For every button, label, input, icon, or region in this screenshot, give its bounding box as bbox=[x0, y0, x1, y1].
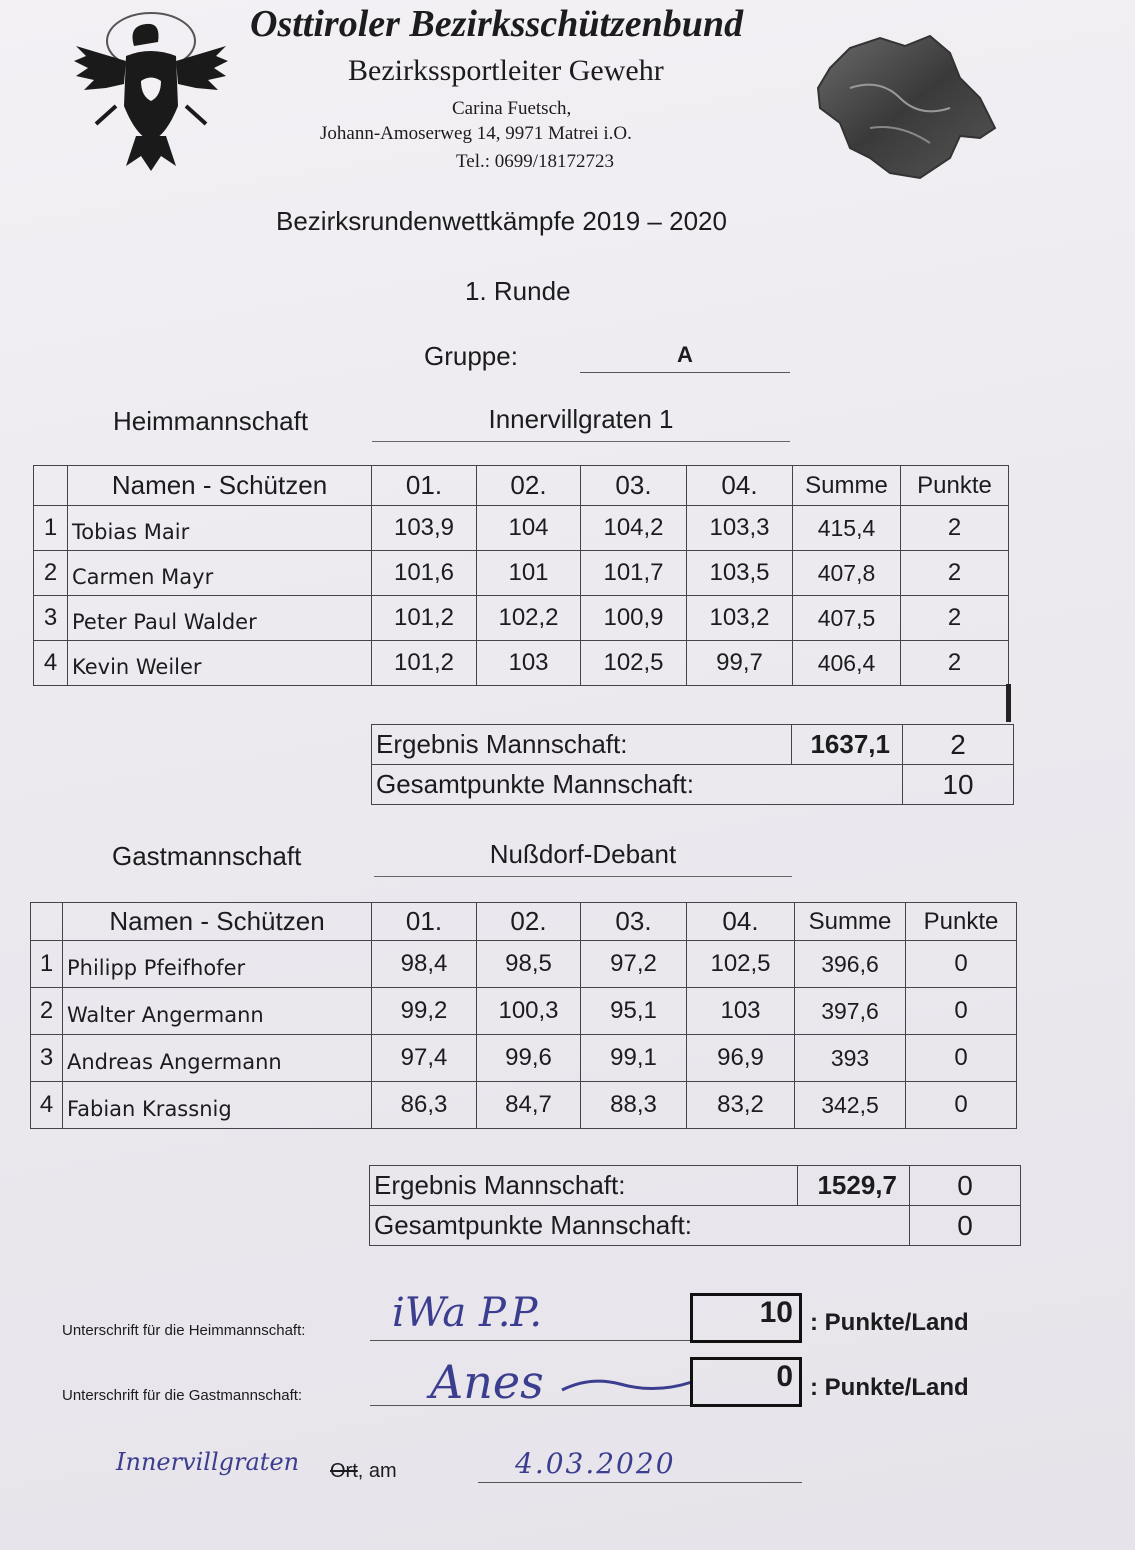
round-4-score: 96,9 bbox=[687, 1035, 795, 1082]
header-round-4: 04. bbox=[687, 466, 793, 506]
department-subtitle: Bezirkssportleiter Gewehr bbox=[348, 54, 664, 87]
guest-result-total: 1529,7 bbox=[798, 1166, 910, 1206]
shooter-name: Carmen Mayr bbox=[68, 551, 372, 596]
sum-score: 396,6 bbox=[795, 941, 906, 988]
sum-score: 415,4 bbox=[793, 506, 901, 551]
round-3-score: 100,9 bbox=[581, 596, 687, 641]
round-4-score: 103 bbox=[687, 988, 795, 1035]
row-number: 2 bbox=[34, 551, 68, 596]
home-points-box: 10 bbox=[690, 1293, 802, 1343]
shooter-name: Peter Paul Walder bbox=[68, 596, 372, 641]
table-row bbox=[31, 1082, 1017, 1129]
round-4-score: 103,3 bbox=[687, 506, 793, 551]
home-header-row bbox=[34, 466, 1009, 506]
header-names: Namen - Schützen bbox=[63, 903, 372, 941]
round-4-score: 103,5 bbox=[687, 551, 793, 596]
round-4-score: 103,2 bbox=[687, 596, 793, 641]
header-points: Punkte bbox=[906, 903, 1017, 941]
round-2-score: 102,2 bbox=[477, 596, 581, 641]
sum-score: 393 bbox=[795, 1035, 906, 1082]
row-number: 4 bbox=[31, 1082, 63, 1129]
round-3-score: 101,7 bbox=[581, 551, 687, 596]
round-2-score: 104 bbox=[477, 506, 581, 551]
round-2-score: 101 bbox=[477, 551, 581, 596]
header-round-1: 01. bbox=[372, 903, 477, 941]
guest-signature: Anes bbox=[430, 1355, 544, 1409]
table-row bbox=[31, 1035, 1017, 1082]
home-result-table bbox=[371, 724, 1014, 805]
home-signature-label: Unterschrift für die Heimmannschaft: bbox=[62, 1322, 306, 1339]
guest-result-points: 0 bbox=[910, 1166, 1021, 1206]
place-handwritten: Innervillgraten bbox=[116, 1448, 300, 1476]
sum-score: 397,6 bbox=[795, 988, 906, 1035]
group-label: Gruppe: bbox=[424, 341, 518, 371]
points-value: 2 bbox=[901, 641, 1009, 686]
row-number: 2 bbox=[31, 988, 63, 1035]
shooter-name: Philipp Pfeifhofer bbox=[63, 941, 372, 988]
guest-points-box: 0 bbox=[690, 1357, 802, 1407]
points-value: 0 bbox=[906, 941, 1017, 988]
points-value: 0 bbox=[906, 1082, 1017, 1129]
home-team-name: Innervillgraten 1 bbox=[372, 404, 790, 442]
points-value: 2 bbox=[901, 596, 1009, 641]
round-2-score: 84,7 bbox=[477, 1082, 581, 1129]
guest-team-name: Nußdorf-Debant bbox=[374, 839, 792, 877]
signature-date: 4.03.2020 bbox=[515, 1447, 676, 1480]
sum-score: 407,5 bbox=[793, 596, 901, 641]
row-number: 4 bbox=[34, 641, 68, 686]
table-row bbox=[31, 941, 1017, 988]
sum-score: 406,4 bbox=[793, 641, 901, 686]
guest-result-table bbox=[369, 1165, 1021, 1246]
round-3-score: 97,2 bbox=[581, 941, 687, 988]
row-number: 1 bbox=[31, 941, 63, 988]
contact-name: Carina Fuetsch, bbox=[452, 98, 572, 119]
round-2-score: 98,5 bbox=[477, 941, 581, 988]
header-round-2: 02. bbox=[477, 466, 581, 506]
place-label-rest: , am bbox=[357, 1460, 397, 1482]
header-round-3: 03. bbox=[581, 903, 687, 941]
home-points-label: : Punkte/Land bbox=[810, 1309, 969, 1336]
table-row bbox=[31, 988, 1017, 1035]
home-signature: iWa P.P. bbox=[392, 1290, 543, 1336]
shooter-name: Kevin Weiler bbox=[68, 641, 372, 686]
round-title: 1. Runde bbox=[465, 276, 571, 306]
tyrolean-eagle-logo bbox=[66, 6, 236, 174]
round-1-score: 101,6 bbox=[372, 551, 477, 596]
round-2-score: 103 bbox=[477, 641, 581, 686]
shooter-name: Andreas Angermann bbox=[63, 1035, 372, 1082]
sum-score: 407,8 bbox=[793, 551, 901, 596]
east-tyrol-map-image bbox=[810, 28, 1000, 188]
home-result-label: Ergebnis Mannschaft: bbox=[372, 725, 792, 765]
round-4-score: 83,2 bbox=[687, 1082, 795, 1129]
table-row bbox=[34, 641, 1009, 686]
shooter-name: Fabian Krassnig bbox=[63, 1082, 372, 1129]
row-number: 3 bbox=[31, 1035, 63, 1082]
points-value: 2 bbox=[901, 506, 1009, 551]
round-3-score: 88,3 bbox=[581, 1082, 687, 1129]
round-4-score: 99,7 bbox=[687, 641, 793, 686]
header-round-3: 03. bbox=[581, 466, 687, 506]
round-2-score: 99,6 bbox=[477, 1035, 581, 1082]
home-result-points: 2 bbox=[903, 725, 1014, 765]
guest-points-label: : Punkte/Land bbox=[810, 1374, 969, 1401]
home-team-label: Heimmannschaft bbox=[113, 406, 309, 436]
place-date-label bbox=[330, 1460, 397, 1483]
points-value: 2 bbox=[901, 551, 1009, 596]
competition-title: Bezirksrundenwettkämpfe 2019 – 2020 bbox=[276, 206, 727, 236]
guest-total-points-label: Gesamtpunkte Mannschaft: bbox=[370, 1206, 910, 1246]
group-value: A bbox=[580, 342, 790, 373]
points-value: 0 bbox=[906, 988, 1017, 1035]
contact-phone: Tel.: 0699/18172723 bbox=[456, 151, 615, 172]
row-number: 1 bbox=[34, 506, 68, 551]
round-3-score: 102,5 bbox=[581, 641, 687, 686]
round-1-score: 86,3 bbox=[372, 1082, 477, 1129]
header-round-4: 04. bbox=[687, 903, 795, 941]
round-1-score: 99,2 bbox=[372, 988, 477, 1035]
table-row bbox=[34, 596, 1009, 641]
guest-total-points: 0 bbox=[910, 1206, 1021, 1246]
guest-header-row bbox=[31, 903, 1017, 941]
round-1-score: 98,4 bbox=[372, 941, 477, 988]
header-sum: Summe bbox=[795, 903, 906, 941]
table-edge-mark bbox=[1006, 684, 1011, 722]
header-no-cell bbox=[34, 466, 68, 506]
table-row bbox=[34, 506, 1009, 551]
home-total-points: 10 bbox=[903, 765, 1014, 805]
round-1-score: 101,2 bbox=[372, 596, 477, 641]
organisation-title: Osttiroler Bezirksschützenbund bbox=[250, 3, 744, 45]
date-line bbox=[478, 1482, 802, 1483]
round-3-score: 95,1 bbox=[581, 988, 687, 1035]
guest-signature-label: Unterschrift für die Gastmannschaft: bbox=[62, 1387, 303, 1404]
shooter-name: Tobias Mair bbox=[68, 506, 372, 551]
round-1-score: 103,9 bbox=[372, 506, 477, 551]
sum-score: 342,5 bbox=[795, 1082, 906, 1129]
guest-signature-stroke bbox=[560, 1370, 695, 1400]
guest-scores-table bbox=[30, 902, 1017, 1129]
home-scores-table bbox=[33, 465, 1009, 686]
round-4-score: 102,5 bbox=[687, 941, 795, 988]
home-total-points-label: Gesamtpunkte Mannschaft: bbox=[372, 765, 903, 805]
place-label-struck: Ort bbox=[330, 1460, 358, 1482]
header-sum: Summe bbox=[793, 466, 901, 506]
points-value: 0 bbox=[906, 1035, 1017, 1082]
round-1-score: 101,2 bbox=[372, 641, 477, 686]
guest-team-label: Gastmannschaft bbox=[112, 841, 302, 871]
table-row bbox=[34, 551, 1009, 596]
round-2-score: 100,3 bbox=[477, 988, 581, 1035]
row-number: 3 bbox=[34, 596, 68, 641]
home-result-total: 1637,1 bbox=[792, 725, 903, 765]
shooter-name: Walter Angermann bbox=[63, 988, 372, 1035]
round-1-score: 97,4 bbox=[372, 1035, 477, 1082]
round-3-score: 99,1 bbox=[581, 1035, 687, 1082]
guest-result-label: Ergebnis Mannschaft: bbox=[370, 1166, 798, 1206]
round-3-score: 104,2 bbox=[581, 506, 687, 551]
header-points: Punkte bbox=[901, 466, 1009, 506]
home-signature-line bbox=[370, 1340, 690, 1341]
header-round-1: 01. bbox=[372, 466, 477, 506]
contact-address: Johann-Amoserweg 14, 9971 Matrei i.O. bbox=[320, 123, 632, 144]
header-names: Namen - Schützen bbox=[68, 466, 372, 506]
header-round-2: 02. bbox=[477, 903, 581, 941]
header-no-cell bbox=[31, 903, 63, 941]
